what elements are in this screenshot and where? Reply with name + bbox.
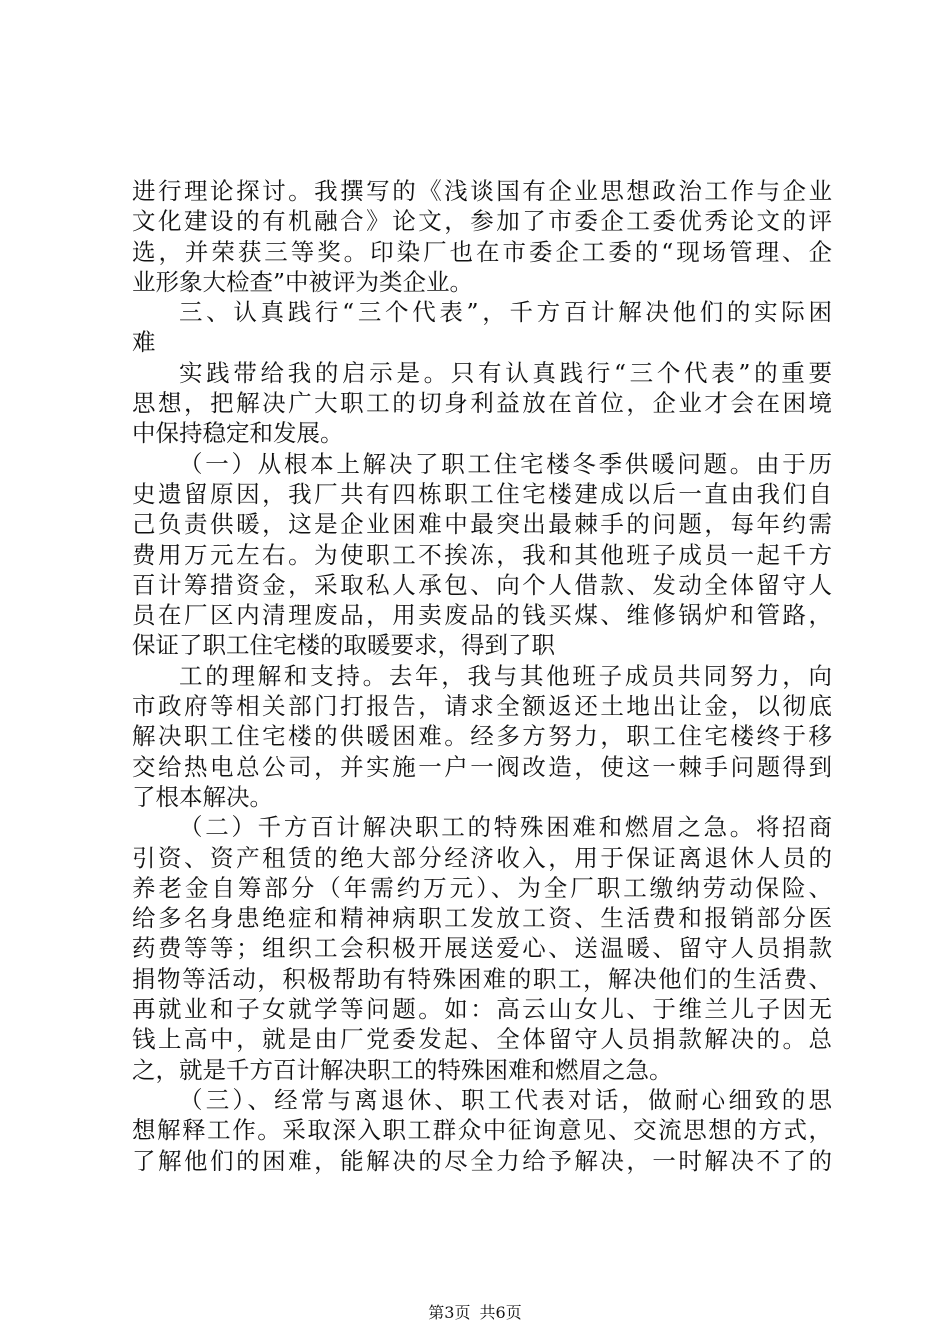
text-line: 交给热电总公司，并实施一户一阀改造，使这一棘手问题得到: [132, 752, 832, 781]
text-line: 引资、资产租赁的绝大部分经济收入，用于保证离退休人员的: [132, 843, 832, 872]
text-line: 了解他们的困难，能解决的尽全力给予解决，一时解决不了的: [132, 1146, 832, 1175]
text-line: 工的理解和支持。去年，我与其他班子成员共同努力，向: [179, 661, 832, 690]
text-line: 养老金自筹部分（年需约万元）、为全厂职工缴纳劳动保险、: [132, 873, 832, 902]
text-line: 了根本解决。: [132, 782, 273, 811]
text-line: （一）从根本上解决了职工住宅楼冬季供暖问题。由于历: [179, 449, 832, 478]
text-line: （二）千方百计解决职工的特殊困难和燃眉之急。将招商: [179, 813, 832, 842]
page-number: 第3页: [428, 1303, 471, 1322]
text-line: 想解释工作。采取深入职工群众中征询意见、交流思想的方式，: [132, 1116, 832, 1145]
text-line: 之，就是千方百计解决职工的特殊困难和燃眉之急。: [132, 1055, 673, 1084]
document-body: [132, 176, 832, 1176]
text-line: 再就业和子女就学等问题。如：高云山女儿、于维兰儿子因无: [132, 995, 832, 1024]
text-line: 中保持稳定和发展。: [132, 419, 344, 448]
text-line: 药费等等；组织工会积极开展送爱心、送温暖、留守人员捐款: [132, 934, 832, 963]
text-line: 己负责供暖，这是企业困难中最突出最棘手的问题，每年约需: [132, 510, 832, 539]
page-total: 共6页: [479, 1303, 522, 1322]
text-line: 解决职工住宅楼的供暖困难。经多方努力，职工住宅楼终于移: [132, 722, 832, 751]
text-line: 保证了职工住宅楼的取暖要求，得到了职: [132, 631, 555, 660]
text-line: 百计筹措资金，采取私人承包、向个人借款、发动全体留守人: [132, 570, 832, 599]
page-footer: [0, 1300, 950, 1323]
text-line: 钱上高中，就是由厂党委发起、全体留守人员捐款解决的。总: [132, 1025, 832, 1054]
text-line: 捐物等活动，积极帮助有特殊困难的职工，解决他们的生活费、: [132, 964, 832, 993]
text-line: 市政府等相关部门打报告，请求全额返还土地出让金，以彻底: [132, 692, 832, 721]
text-line: （三）、经常与离退休、职工代表对话，做耐心细致的思: [179, 1085, 832, 1114]
text-line: 业形象大检查”中被评为类企业。: [132, 267, 474, 296]
text-line: 文化建设的有机融合》论文，参加了市委企工委优秀论文的评: [132, 207, 832, 236]
text-line: 给多名身患绝症和精神病职工发放工资、生活费和报销部分医: [132, 904, 832, 933]
text-line: 实践带给我的启示是。只有认真践行“三个代表”的重要: [179, 358, 832, 387]
text-line: 史遗留原因，我厂共有四栋职工住宅楼建成以后一直由我们自: [132, 479, 832, 508]
text-line: 进行理论探讨。我撰写的《浅谈国有企业思想政治工作与企业: [132, 177, 832, 205]
text-line: 员在厂区内清理废品，用卖废品的钱买煤、维修锅炉和管路，: [132, 601, 832, 630]
text-line: 选，并荣获三等奖。印染厂也在市委企工委的“现场管理、企: [132, 237, 832, 266]
text-line: 费用万元左右。为使职工不挨冻，我和其他班子成员一起千方: [132, 540, 832, 569]
text-line: 思想，把解决广大职工的切身利益放在首位，企业才会在困境: [132, 389, 832, 418]
text-line: 难: [132, 328, 156, 357]
text-line: 三、认真践行“三个代表”，千方百计解决他们的实际困: [179, 298, 832, 327]
